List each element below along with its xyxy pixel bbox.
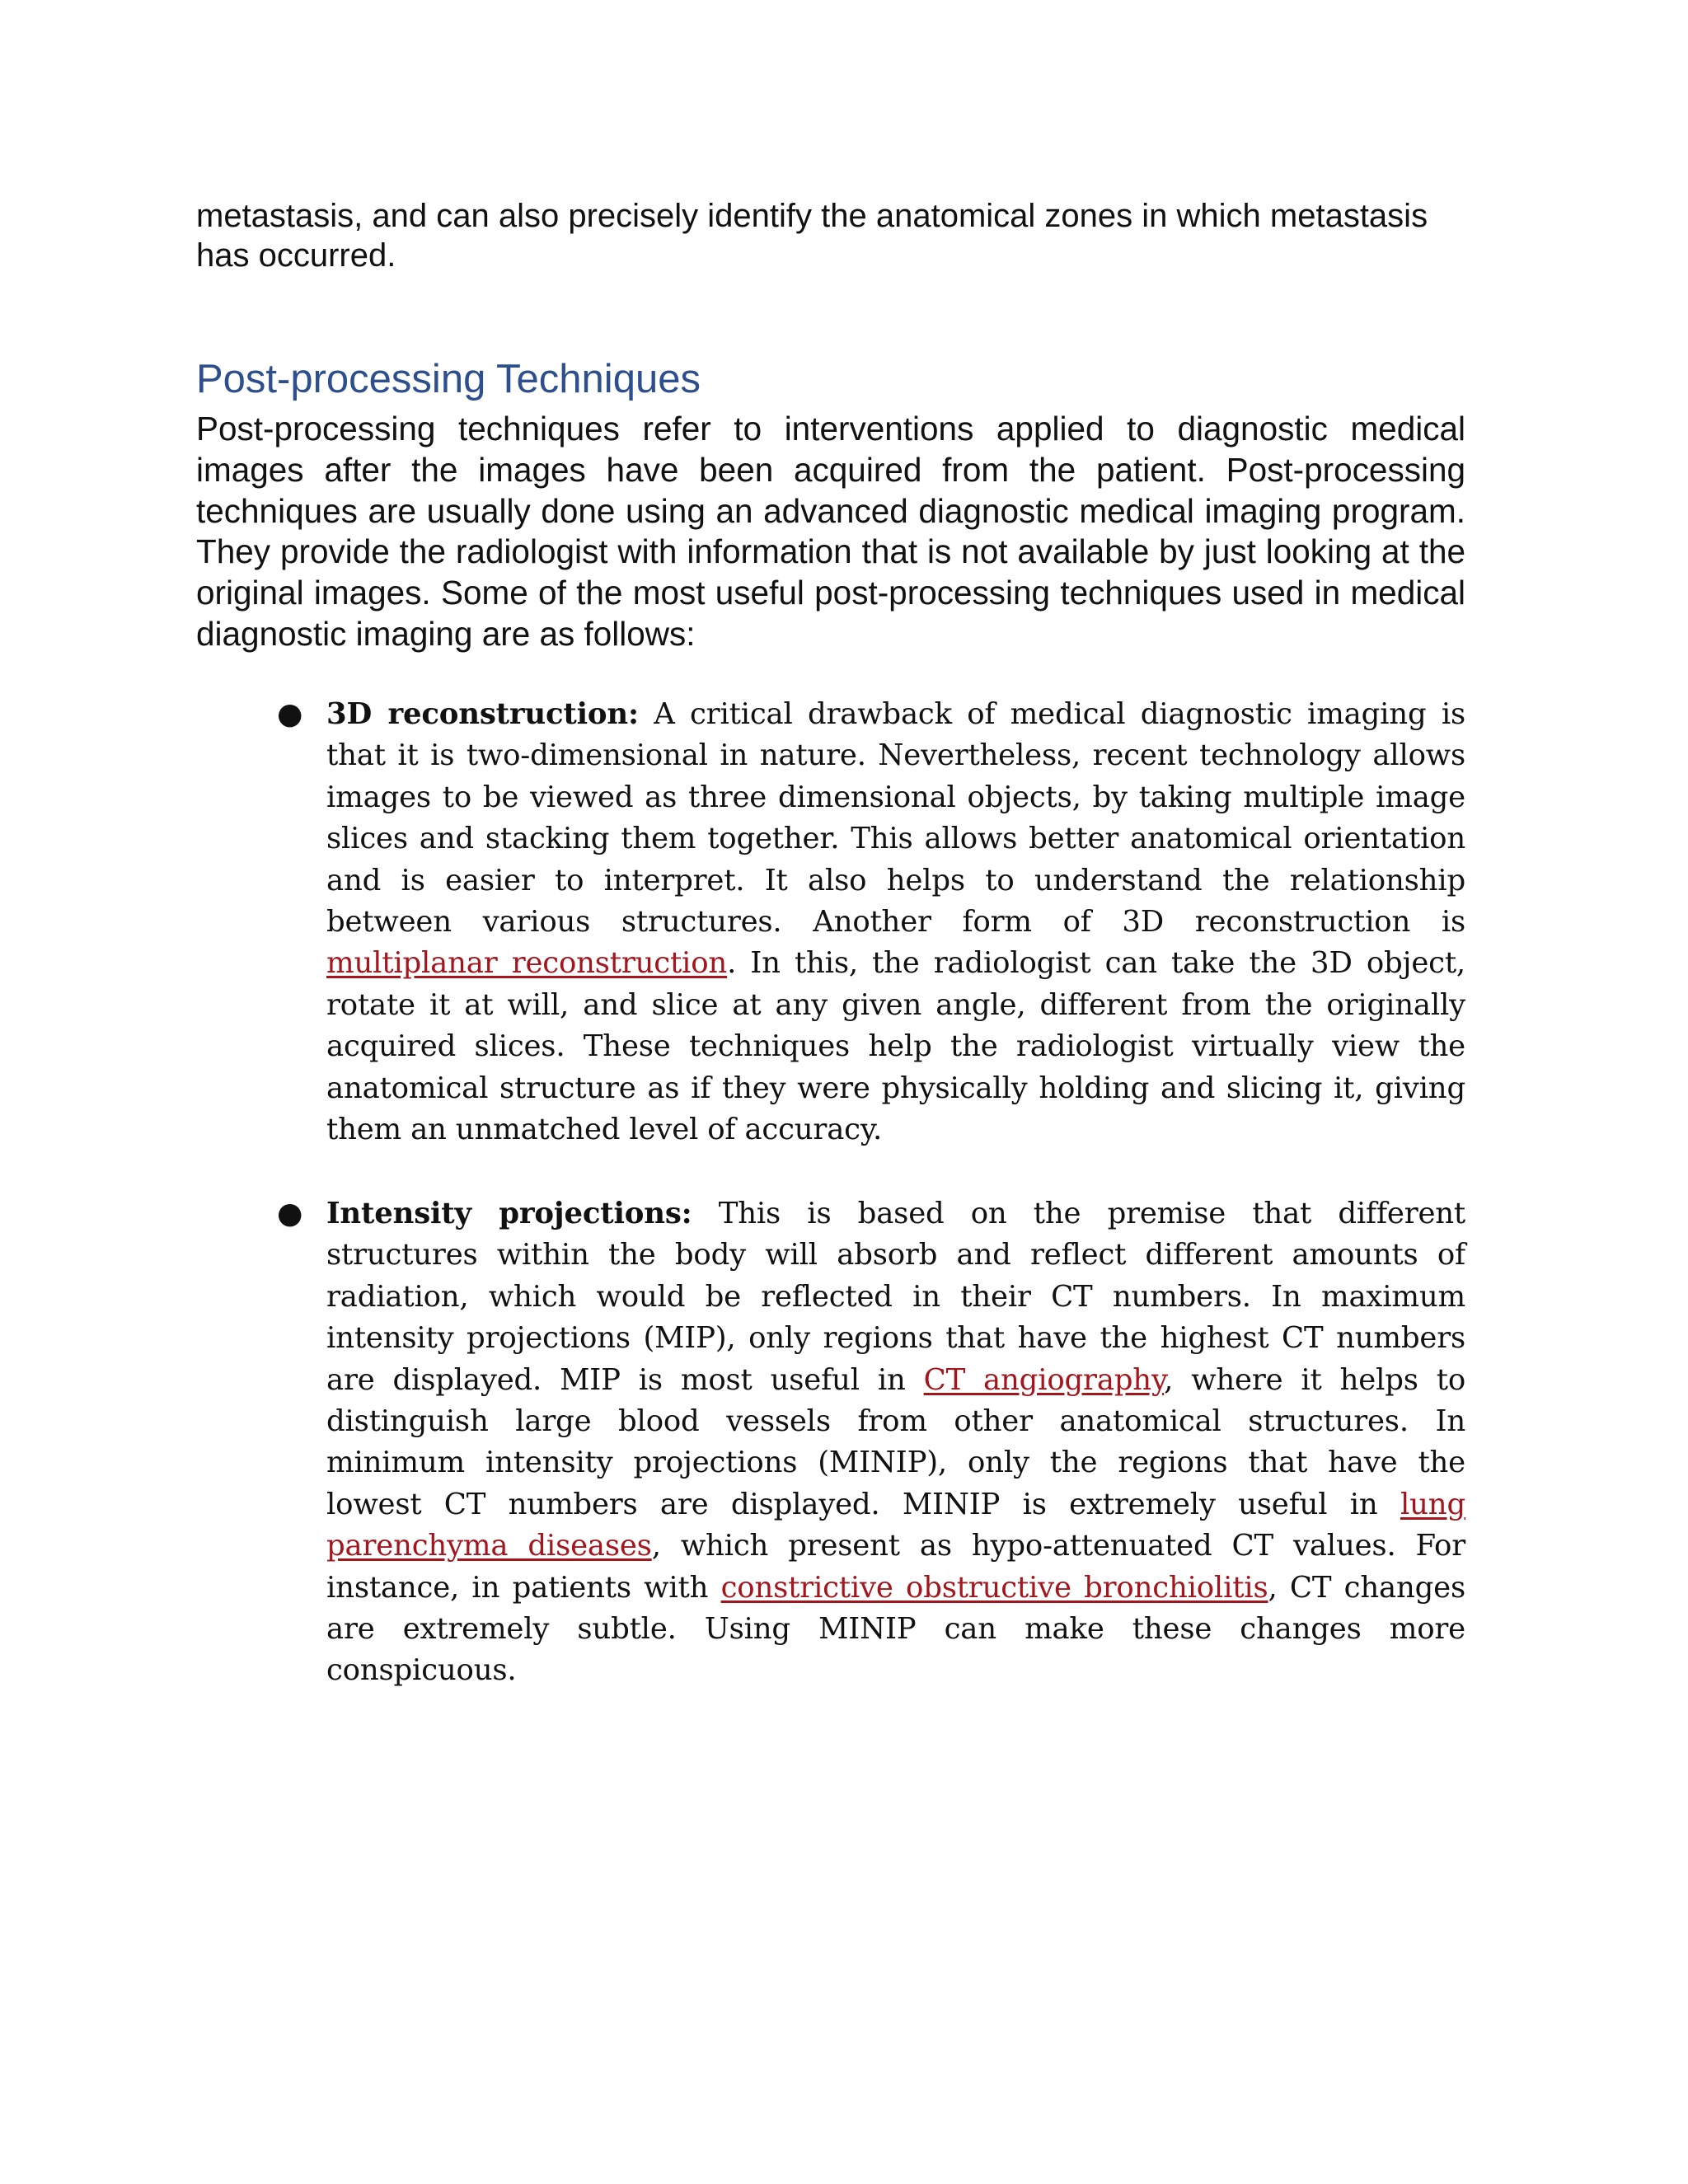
- bullet-icon: ●: [277, 1197, 303, 1230]
- list-item: [196, 694, 1465, 1151]
- item-text-segment: . In this, the radiologist can take the 3D object, rotate it at will, and slice at any given angle, different from the originally acquired slices. These techniques help the radiologist virtually view the anatomical structure as if they were physically holding and slicing it, giving them an unmatched level of accuracy.: [326, 946, 1466, 1147]
- list-item-text: [326, 1193, 1465, 1692]
- intro-paragraph: metastasis, and can also precisely identify the anatomical zones in which metastasis has occurred.: [196, 198, 1428, 274]
- item-text-segment: , where it helps to distinguish large blood vessels from other anatomical structures. In minimum intensity projections (MINIP), only the regions that have the lowest CT numbers are displayed. MINIP is extremely useful in: [326, 1362, 1465, 1521]
- list-item: [196, 1193, 1465, 1692]
- link-ct-angiography[interactable]: CT angiography: [923, 1362, 1165, 1397]
- bullet-list-item-2: [196, 1193, 1465, 1692]
- item-text-segment: , CT changes are extremely subtle. Using MINIP can make these changes more conspicuous.: [326, 1570, 1465, 1688]
- section-paragraph: Post-processing techniques refer to interventions applied to diagnostic medical images after the images have been acquired from the patient. Post-processing techniques are usually done using an advanced diagnostic medical imaging program. They provide the radiologist with information that is not available by just looking at the original images. Some of the most useful post-processing techniques used in medical diagnostic imaging are as follows:: [196, 410, 1465, 653]
- item-text-segment: This is based on the premise that different structures within the body will absorb and reflect different amounts of radiation, which would be reflected in their CT numbers. In maximum intensity projections (MIP), only regions that have the highest CT numbers are displayed. MIP is most useful in: [326, 1197, 1465, 1397]
- section-heading: Post-processing Techniques: [196, 357, 701, 401]
- bullet-list-item-1: [196, 694, 1465, 1151]
- bullet-icon: ●: [277, 697, 303, 731]
- item-text-segment: , which present as hypo-attenuated CT values. For instance, in patients with: [326, 1529, 1465, 1605]
- list-item-text: [326, 694, 1465, 1151]
- item-term: Intensity projections:: [326, 1197, 692, 1230]
- item-text-segment: A critical drawback of medical diagnostic imaging is that it is two-dimensional in nature. Nevertheless, recent technology allows images to be viewed as three dimensional objects, by taking multiple image slices and stacking them together. This allows better anatomical orientation and is easier to interpret. It also helps to understand the relationship between various structures. Another form of 3D reconstruction is: [326, 697, 1465, 940]
- link-constrictive-obstructive-bronchiolitis[interactable]: constrictive obstructive bronchiolitis: [720, 1570, 1268, 1605]
- link-lung-parenchyma-diseases[interactable]: lung parenchyma diseases: [326, 1487, 1465, 1563]
- link-multiplanar-reconstruction[interactable]: multiplanar reconstruction: [326, 946, 728, 981]
- item-term: 3D reconstruction:: [326, 697, 639, 731]
